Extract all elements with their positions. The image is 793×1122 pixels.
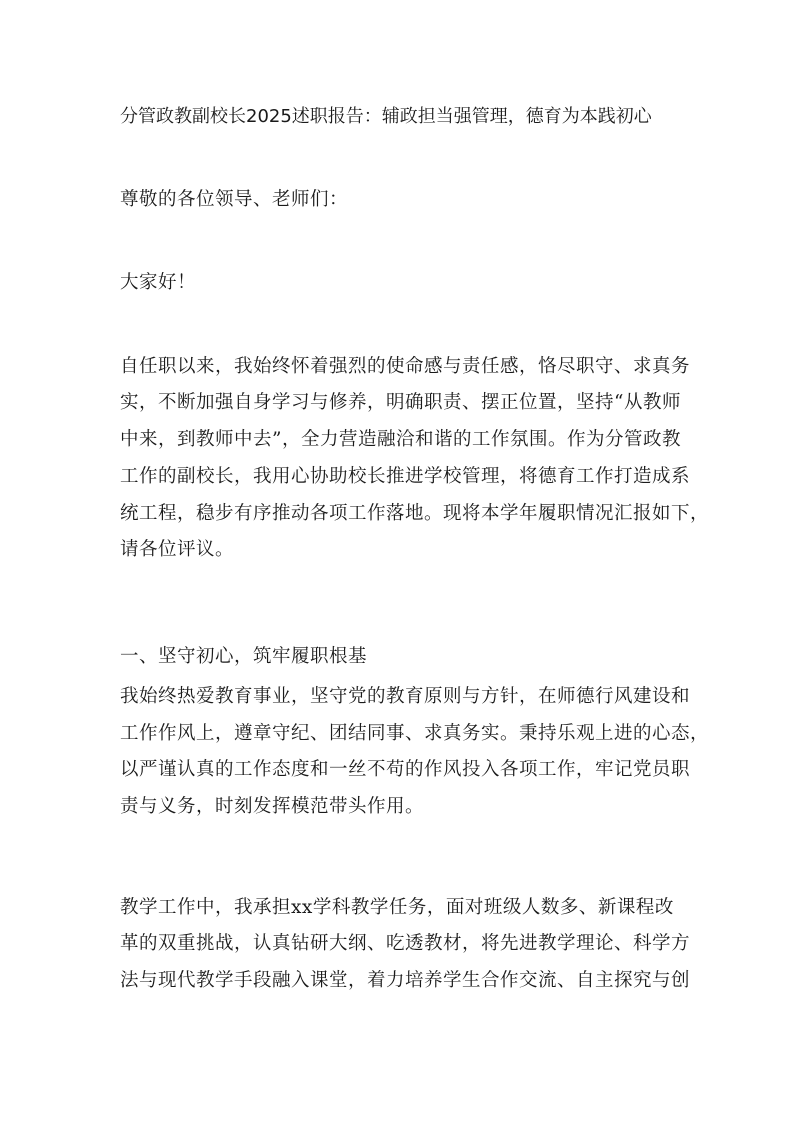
intro-line: 实，不断加强自身学习与修养，明确职责、摆正位置，坚持“从教师 (120, 392, 681, 413)
intro-line: 中来，到教师中去”，全力营造融洽和谐的工作氛围。作为分管政教 (120, 429, 681, 450)
paragraph-line: 教学工作中，我承担xx学科教学任务，面对班级人数多、新课程改 (120, 897, 674, 918)
intro-line: 工作的副校长，我用心协助校长推进学校管理，将德育工作打造成系 (120, 466, 691, 487)
document-title: 分管政教副校长2025述职报告：辅政担当强管理，德育为本践初心 (120, 106, 652, 127)
intro-line: 统工程，稳步有序推动各项工作落地。现将本学年履职情况汇报如下， (120, 503, 710, 524)
paragraph-line: 以严谨认真的工作态度和一丝不苟的作风投入各项工作，牢记党员职 (120, 759, 691, 780)
section-heading: 一、坚守初心，筑牢履职根基 (120, 646, 368, 667)
intro-line: 自任职以来，我始终怀着强烈的使命感与责任感，恪尽职守、求真务 (120, 356, 691, 377)
salutation: 尊敬的各位领导、老师们： (120, 189, 349, 210)
paragraph-line: 我始终热爱教育事业，坚守党的教育原则与方针，在师德行风建设和 (120, 686, 691, 707)
paragraph-line: 工作作风上，遵章守纪、团结同事、求真务实。秉持乐观上进的心态， (120, 723, 710, 744)
paragraph-line: 责与义务，时刻发挥模范带头作用。 (120, 796, 425, 817)
paragraph-line: 革的双重挑战，认真钻研大纲、吃透教材，将先进教学理论、科学方 (120, 933, 691, 954)
intro-line: 请各位评议。 (120, 539, 235, 560)
greeting: 大家好！ (120, 272, 197, 293)
paragraph-line: 法与现代教学手段融入课堂，着力培养学生合作交流、自主探究与创 (120, 970, 691, 991)
